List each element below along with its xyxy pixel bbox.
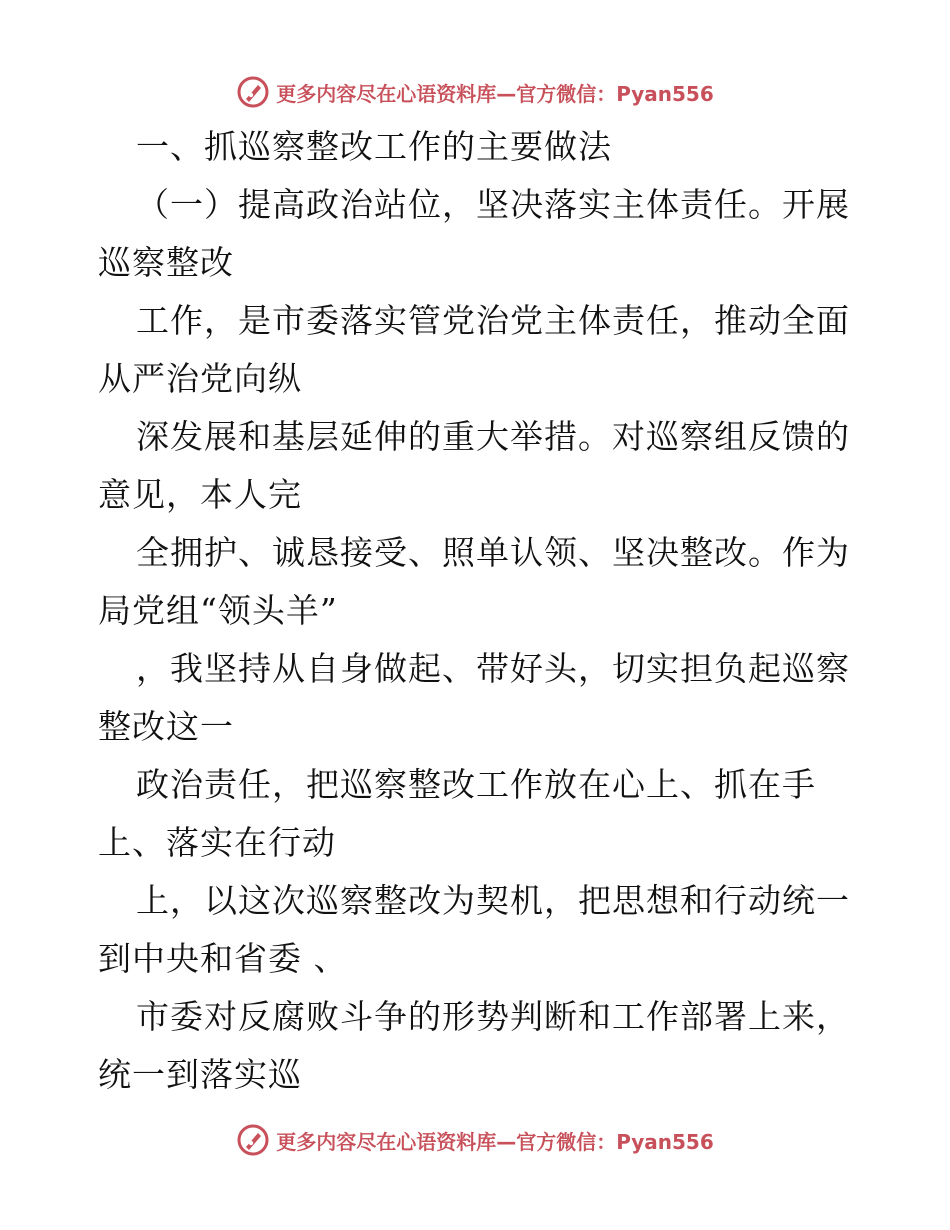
text-line: 政治责任，把巡察整改工作放在心上、抓在手 — [136, 765, 816, 804]
text-line: 统一到落实巡 — [98, 1055, 302, 1094]
pen-nib-seal-icon — [236, 75, 270, 109]
text-line: 一、抓巡察整改工作的主要做法 — [136, 127, 612, 166]
watermark-footer — [0, 1120, 950, 1160]
text-line: 深发展和基层延伸的重大举措。对巡察组反馈的 — [136, 417, 850, 456]
watermark-text: 更多内容尽在心语资料库—官方微信：Pyan556 — [276, 81, 714, 106]
text-line: （一）提高政治站位，坚决落实主体责任。开展 — [136, 185, 850, 224]
document-body — [98, 118, 868, 1104]
text-line: 上、落实在行动 — [98, 823, 336, 862]
text-line: 市委对反腐败斗争的形势判断和工作部署上来， — [136, 997, 850, 1036]
pen-nib-seal-icon — [236, 1123, 270, 1157]
text-line: 到中央和省委 、 — [98, 939, 348, 978]
watermark-header — [0, 72, 950, 112]
text-line: 工作，是市委落实管党治党主体责任，推动全面 — [136, 301, 850, 340]
text-line: 意见，本人完 — [98, 475, 302, 514]
watermark-text: 更多内容尽在心语资料库—官方微信：Pyan556 — [276, 1129, 714, 1154]
text-line: 局党组“领头羊” — [98, 591, 338, 630]
text-line: 整改这一 — [98, 707, 234, 746]
text-line: 全拥护、诚恳接受、照单认领、坚决整改。作为 — [136, 533, 850, 572]
text-line: ，我坚持从自身做起、带好头，切实担负起巡察 — [136, 649, 850, 688]
text-line: 巡察整改 — [98, 243, 234, 282]
text-line: 上，以这次巡察整改为契机，把思想和行动统一 — [136, 881, 850, 920]
text-line: 从严治党向纵 — [98, 359, 302, 398]
